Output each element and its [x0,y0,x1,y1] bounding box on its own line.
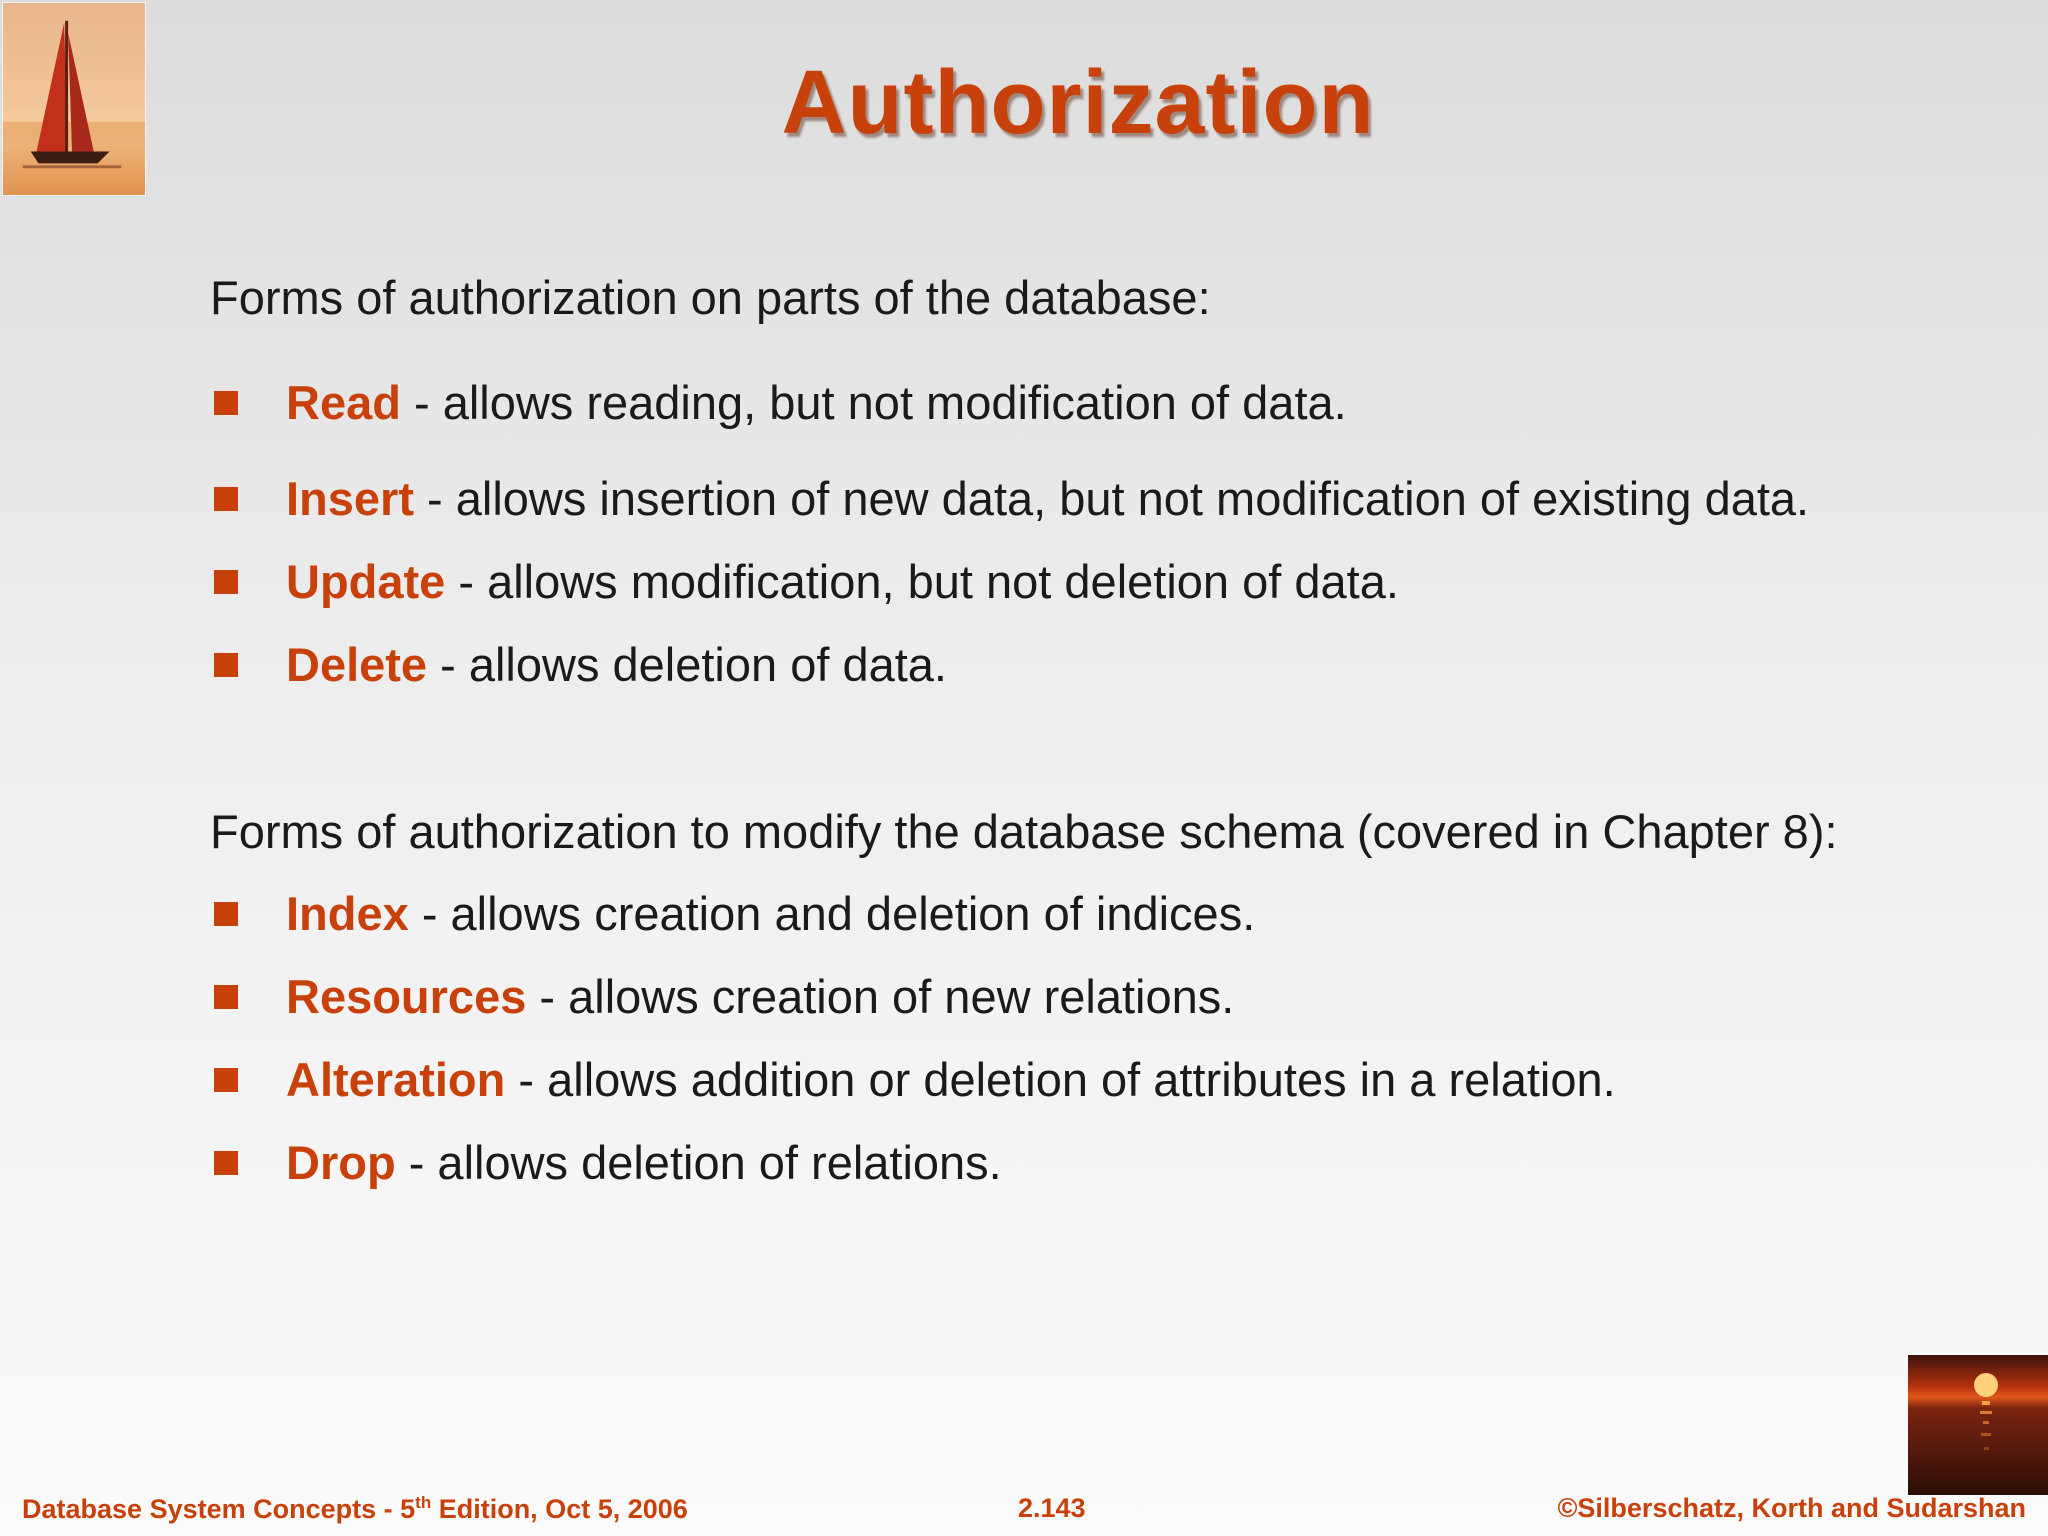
description: - allows modification, but not deletion of data. [445,555,1399,608]
description: - allows creation of new relations. [526,970,1235,1023]
square-bullet-icon [214,985,238,1009]
section-intro-parts: Forms of authorization on parts of the database: [210,271,1211,324]
keyword: Resources [286,970,527,1023]
keyword: Index [286,887,409,940]
square-bullet-icon [214,902,238,926]
square-bullet-icon [214,1068,238,1092]
keyword: Read [286,376,401,429]
keyword: Alteration [286,1053,506,1106]
square-bullet-icon [214,570,238,594]
footer-copyright: ©Silberschatz, Korth and Sudarshan [1557,1493,2026,1523]
keyword: Update [286,555,446,608]
section-intro-schema: Forms of authorization to modify the database schema (covered in Chapter 8): [210,805,1838,858]
footer-book-info: Database System Concepts - 5th Edition, Oct 5, 2006 [22,1493,688,1524]
description: - allows addition or deletion of attributes in a relation. [505,1053,1616,1106]
footer-page-number: 2.143 [1018,1493,1086,1523]
keyword: Drop [286,1136,396,1189]
description: - allows creation and deletion of indices. [408,887,1256,940]
square-bullet-icon [214,653,238,677]
keyword: Insert [286,472,414,525]
description: - allows insertion of new data, but not modification of existing data. [414,472,1810,525]
description: - allows deletion of relations. [395,1136,1002,1189]
square-bullet-icon [214,391,238,415]
sunset-image [1908,1355,2048,1495]
square-bullet-icon [214,487,238,511]
description: - allows reading, but not modification of data. [400,376,1347,429]
keyword: Delete [286,638,428,691]
square-bullet-icon [214,1151,238,1175]
slide-title: Authorization [781,53,1375,153]
description: - allows deletion of data. [427,638,947,691]
